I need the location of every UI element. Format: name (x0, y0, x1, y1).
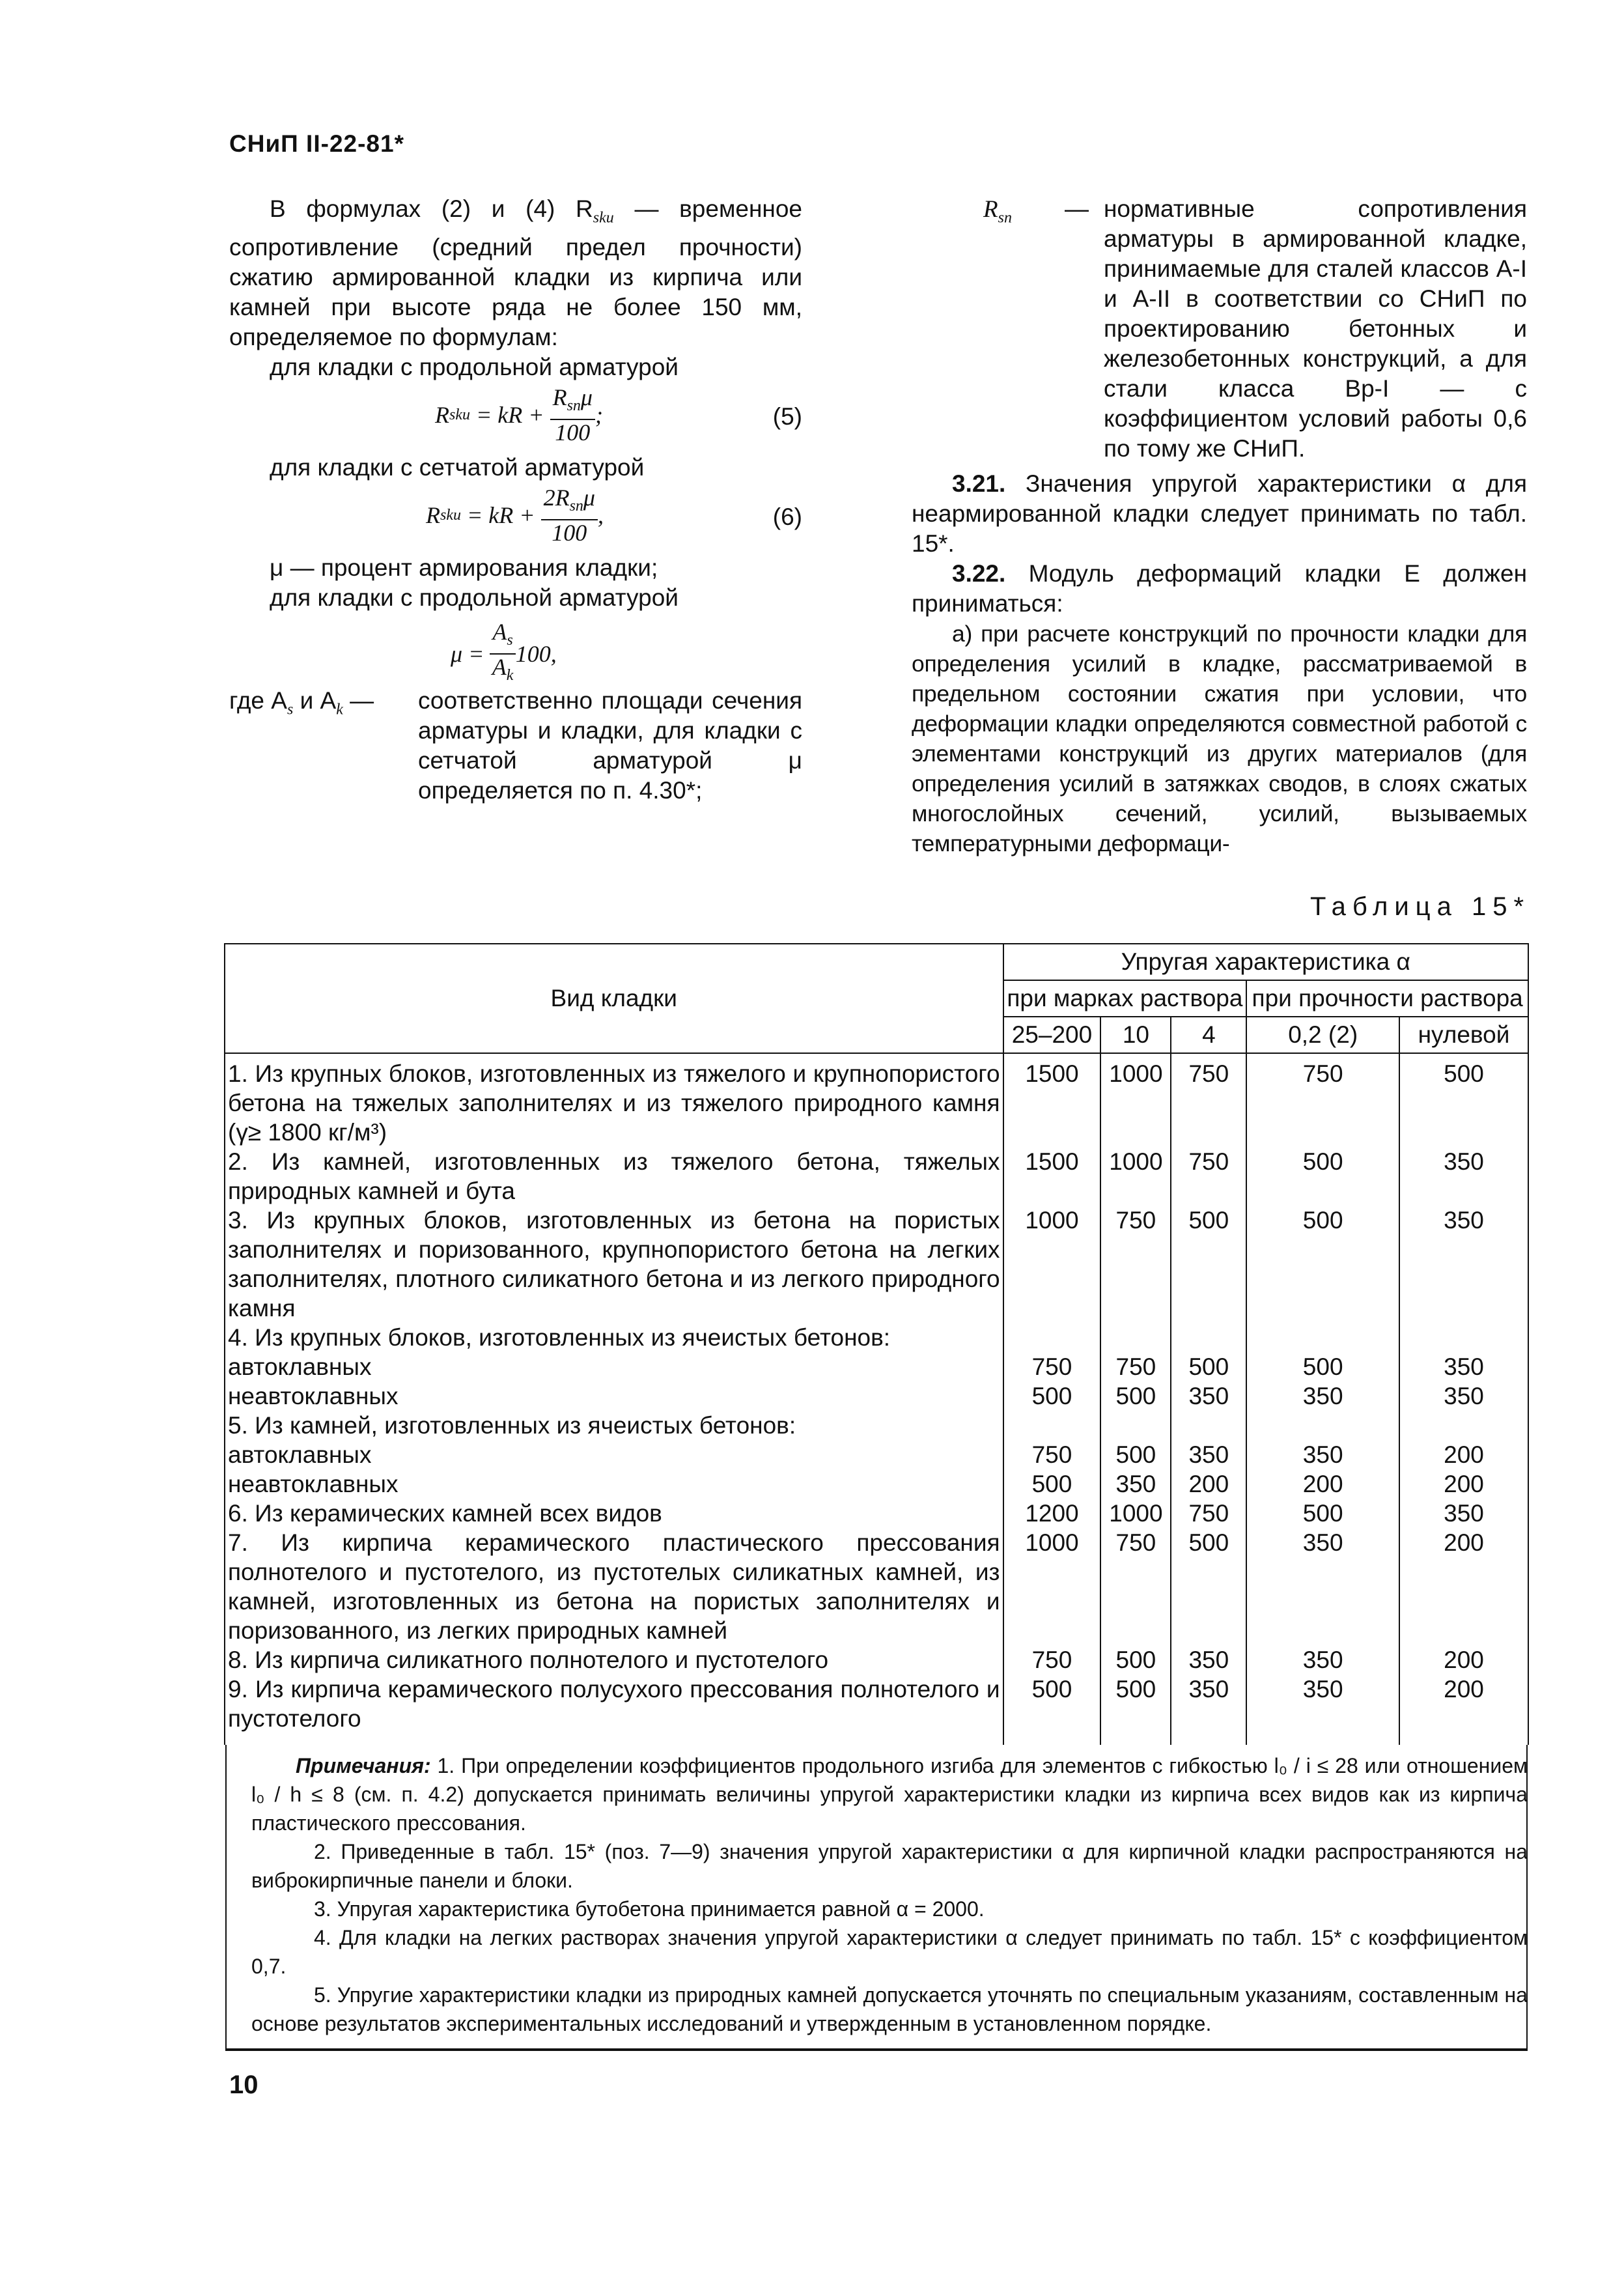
formula-5-number: (5) (772, 403, 802, 431)
formula-5: R sku = kR + $\frac{R_{sn}\mu}{100}$ ; (5) (435, 384, 802, 445)
row-value: 1200 (1003, 1499, 1101, 1528)
table-row (225, 1645, 1528, 1675)
header-col-10: 10 (1100, 1017, 1171, 1053)
right-column (912, 194, 1527, 858)
table-row (225, 1440, 1528, 1469)
row-description: неавтоклавных (225, 1381, 1003, 1411)
paragraph-longitudinal-2: для кладки с продольной арматурой (270, 584, 679, 612)
row-value: 1000 (1003, 1206, 1101, 1323)
row-value (1100, 1323, 1171, 1352)
row-value: 350 (1399, 1206, 1528, 1323)
header-mortar-strength: при прочности раствора (1246, 980, 1528, 1017)
row-value: 750 (1171, 1499, 1246, 1528)
row-value (1003, 1323, 1101, 1352)
row-value: 200 (1171, 1469, 1246, 1499)
row-description: автоклавных (225, 1440, 1003, 1469)
table-15 (224, 943, 1529, 1745)
formula-6-number: (6) (772, 503, 802, 531)
row-value: 200 (1399, 1528, 1528, 1645)
row-value: 350 (1399, 1352, 1528, 1381)
table-row (225, 1323, 1528, 1352)
row-value: 500 (1100, 1440, 1171, 1469)
row-value: 350 (1246, 1675, 1399, 1745)
row-value (1246, 1323, 1399, 1352)
row-value: 500 (1399, 1053, 1528, 1147)
definition-text: соответственно площади сечения арматуры и кладки, для кладки с сетчатой арматурой μ определяется по п. 4.30*; (418, 687, 802, 804)
table-row (225, 1053, 1528, 1147)
row-value: 750 (1100, 1352, 1171, 1381)
definition-rsn-text: нормативные сопротивления арматуры в армированной кладке, принимаемые для сталей классов А-I и А-II в соответствии со СНиП по проектированию бетонных и железобетонных конструкций, а для стали класса Вр-I — с коэффициентом условий работы 0,6 по тому же СНиП. (1104, 195, 1527, 462)
row-description: 9. Из кирпича керамического полусухого прессования полнотелого и пустотелого (225, 1675, 1003, 1745)
row-value: 750 (1003, 1440, 1101, 1469)
note-3: 3. Упругая характеристика бутобетона принимается равной α = 2000. (314, 1897, 985, 1921)
row-value: 750 (1100, 1206, 1171, 1323)
row-value (1399, 1411, 1528, 1440)
table-title: Таблица 15* (1310, 892, 1531, 921)
row-description: 8. Из кирпича силикатного полнотелого и пустотелого (225, 1645, 1003, 1675)
row-value (1399, 1323, 1528, 1352)
row-value: 500 (1003, 1469, 1101, 1499)
row-value: 350 (1246, 1381, 1399, 1411)
row-value (1246, 1411, 1399, 1440)
row-description: автоклавных (225, 1352, 1003, 1381)
note-1: Примечания: 1. При определении коэффициентов продольного изгиба для элементов с гибкостью l₀ / i ≤ 28 или отношением l₀ / h ≤ 8 (см. п. 4.2) допускается принимать величины упругой характеристики кладки из кирпича всех видов как из кирпича пластического прессования. (251, 1754, 1528, 1835)
note-2: 2. Приведенные в табл. 15* (поз. 7—9) значения упругой характеристики α для кирпичной кладки распространяются на виброкирпичные панели и блоки. (251, 1840, 1528, 1892)
row-value: 500 (1171, 1352, 1246, 1381)
page-number: 10 (229, 2071, 259, 2099)
row-description: 2. Из камней, изготовленных из тяжелого бетона, тяжелых природных камней и бута (225, 1147, 1003, 1206)
paragraph-rsku: В формулах (2) и (4) $R_{sku}$ — временное сопротивление (средний предел прочности) сжатию армированной кладки из кирпича или камней при высоте ряда не более 150 мм, определяемое по формулам: (229, 195, 802, 351)
row-value: 1000 (1100, 1499, 1171, 1528)
row-value: 500 (1003, 1381, 1101, 1411)
row-value: 500 (1003, 1675, 1101, 1745)
row-value (1003, 1411, 1101, 1440)
paragraph-longitudinal: для кладки с продольной арматурой (270, 354, 679, 381)
clause-3-21: 3.21. Значения упругой характеристики α для неармированной кладки следует принимать по табл. 15*. (912, 470, 1527, 557)
row-value: 200 (1399, 1645, 1528, 1675)
row-value (1100, 1411, 1171, 1440)
row-value (1171, 1411, 1246, 1440)
clause-3-22: 3.22. Модуль деформаций кладки E должен приниматься: (912, 560, 1527, 617)
row-value: 500 (1171, 1528, 1246, 1645)
table-row (225, 1528, 1528, 1645)
left-column (229, 194, 802, 806)
row-value: 500 (1100, 1645, 1171, 1675)
definition-rsn-label: $R_{sn}$ (983, 196, 1012, 227)
row-value: 750 (1171, 1053, 1246, 1147)
header-col-4: 4 (1171, 1017, 1246, 1053)
row-value: 500 (1171, 1206, 1246, 1323)
header-col-25-200: 25–200 (1003, 1017, 1101, 1053)
note-5: 5. Упругие характеристики кладки из природных камней допускается уточнять по специальным указаниям, составленным на основе результатов экспериментальных исследований и утвержденным в установленном порядке. (251, 1983, 1528, 2035)
row-value: 1000 (1100, 1147, 1171, 1206)
document-code: СНиП II-22-81* (229, 130, 404, 157)
row-value: 350 (1246, 1645, 1399, 1675)
row-value: 750 (1246, 1053, 1399, 1147)
row-value (1171, 1323, 1246, 1352)
row-description: 5. Из камней, изготовленных из ячеистых бетонов: (225, 1411, 1003, 1440)
row-value: 350 (1100, 1469, 1171, 1499)
definition-label: где $A_s$ и $A_k$ — (229, 687, 374, 718)
formula-mu: μ = $\frac{A_s}{A_k}$ 100, (451, 619, 557, 684)
definition-as-ak (229, 686, 802, 806)
row-description: 3. Из крупных блоков, изготовленных из бетона на пористых заполнителях и поризованного, крупнопористого бетона на легких заполнителях, плотного силикатного бетона и из легкого природного камня (225, 1206, 1003, 1323)
formula-6: R sku = kR + $\frac{2R_{sn}\mu}{100}$ , (6) (426, 485, 802, 546)
paragraph-mesh: для кладки с сетчатой арматурой (270, 454, 645, 481)
row-value: 200 (1399, 1675, 1528, 1745)
row-value: 350 (1399, 1499, 1528, 1528)
table-row (225, 1411, 1528, 1440)
table-notes (225, 1745, 1528, 2051)
row-value: 500 (1246, 1206, 1399, 1323)
row-value: 750 (1171, 1147, 1246, 1206)
row-value: 500 (1246, 1499, 1399, 1528)
header-col-0-2: 0,2 (2) (1246, 1017, 1399, 1053)
table-row (225, 1381, 1528, 1411)
definition-rsn: $R_{sn}$ — нормативные сопротивления арматуры в армированной кладке, принимаемые для сталей классов А-I и А-II в соответствии со СНиП по проектированию бетонных и железобетонных конструкций, а для стали класса Вр-I — с коэффициентом условий работы 0,6 по тому же СНиП. (912, 194, 1527, 464)
table-row (225, 1469, 1528, 1499)
row-value: 1500 (1003, 1053, 1101, 1147)
row-value: 350 (1246, 1528, 1399, 1645)
clause-3-22-a: а) при расчете конструкций по прочности кладки для определения усилий в кладке, рассматриваемой в предельном состоянии сжатия при условии, что деформации кладки определяются совместной работой с элементами конструкций из других материалов (для определения усилий в затяжках сводов, в слоях сжатых многослойных сечений, усилий, вызываемых температурными деформаци- (912, 621, 1527, 856)
row-description: 1. Из крупных блоков, изготовленных из тяжелого и крупнопористого бетона на тяжелых заполнителях и из тяжелого природного камня (γ≥ 1800 кг/м³) (225, 1053, 1003, 1147)
table-row (225, 1147, 1528, 1206)
row-value: 350 (1171, 1675, 1246, 1745)
row-description: неавтоклавных (225, 1469, 1003, 1499)
table-row (225, 1352, 1528, 1381)
row-value: 350 (1171, 1440, 1246, 1469)
row-value: 350 (1246, 1440, 1399, 1469)
row-value: 1500 (1003, 1147, 1101, 1206)
row-value: 750 (1100, 1528, 1171, 1645)
row-value: 200 (1399, 1440, 1528, 1469)
header-masonry-type: Вид кладки (225, 944, 1003, 1053)
header-elastic-characteristic: Упругая характеристика α (1003, 944, 1528, 980)
header-mortar-grades: при марках раствора (1003, 980, 1247, 1017)
row-value: 500 (1100, 1381, 1171, 1411)
row-value: 750 (1003, 1645, 1101, 1675)
row-value: 500 (1246, 1352, 1399, 1381)
note-4: 4. Для кладки на легких растворах значения упругой характеристики α следует принимать по табл. 15* с коэффициентом 0,7. (251, 1926, 1528, 1978)
row-value: 350 (1399, 1381, 1528, 1411)
row-description: 6. Из керамических камней всех видов (225, 1499, 1003, 1528)
row-value: 350 (1171, 1381, 1246, 1411)
row-value: 500 (1246, 1147, 1399, 1206)
row-value: 750 (1003, 1352, 1101, 1381)
row-value: 200 (1399, 1469, 1528, 1499)
header-col-zero: нулевой (1399, 1017, 1528, 1053)
row-value: 350 (1399, 1147, 1528, 1206)
row-value: 200 (1246, 1469, 1399, 1499)
row-value: 500 (1100, 1675, 1171, 1745)
table-row (225, 1675, 1528, 1745)
table-row (225, 1499, 1528, 1528)
row-description: 4. Из крупных блоков, изготовленных из ячеистых бетонов: (225, 1323, 1003, 1352)
row-description: 7. Из кирпича керамического пластического прессования полнотелого и пустотелого, из пустотелых силикатных камней, из камней, изготовленных из бетона на пористых заполнителях и поризованного, из легких природных камней (225, 1528, 1003, 1645)
row-value: 350 (1171, 1645, 1246, 1675)
row-value: 1000 (1100, 1053, 1171, 1147)
paragraph-mu: μ — процент армирования кладки; (270, 554, 658, 582)
row-value: 1000 (1003, 1528, 1101, 1645)
table-row (225, 1206, 1528, 1323)
